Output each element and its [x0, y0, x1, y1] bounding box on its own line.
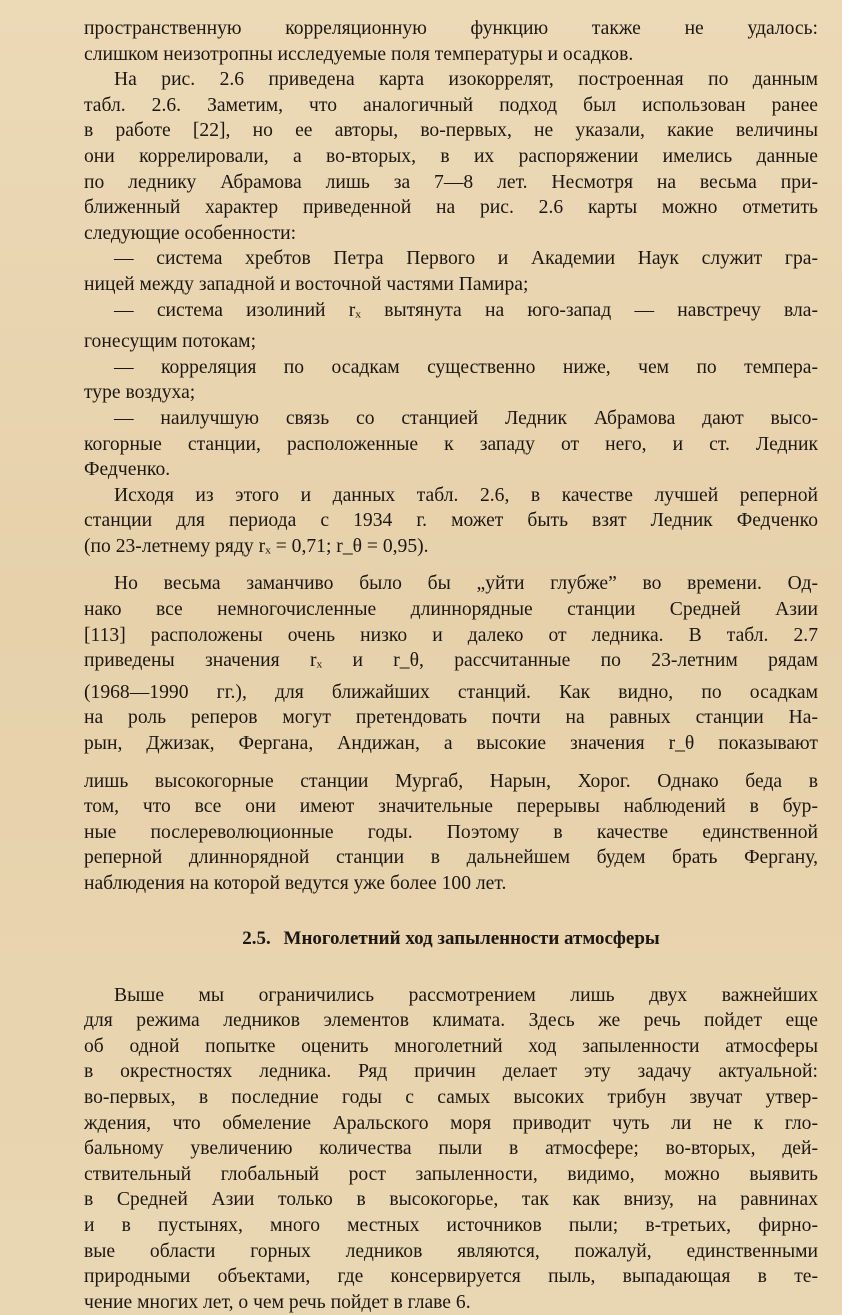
- text-line: ждения, что обмеление Аральского моря приводит чуть ли не к гло-: [84, 1112, 818, 1134]
- text-line: следующие особенности:: [84, 222, 297, 244]
- text-line: и в пустынях, много местных источников пыли; в-третьих, фирно-: [84, 1214, 818, 1236]
- text-line: чение многих лет, о чем речь пойдет в главе 6.: [84, 1291, 471, 1313]
- text-line: ные послереволюционные годы. Поэтому в качестве единственной: [84, 821, 818, 843]
- text-line: нако все немногочисленные длиннорядные станции Средней Азии: [84, 599, 818, 621]
- text-line: гонесущим потокам;: [84, 331, 257, 353]
- text-line: — корреляция по осадкам существенно ниже, чем по темпера-: [114, 356, 818, 378]
- text-line: бальному увеличению количества пыли в атмосфере; во-вторых, дей-: [84, 1138, 818, 1160]
- text-line: об одной попытке оценить многолетний ход запыленности атмосферы: [84, 1035, 818, 1057]
- text-line: — система изолиний rₓ вытянута на юго-запад — навстречу вла-: [114, 299, 818, 321]
- text-line: (по 23-летнему ряду rₓ = 0,71; r_θ = 0,95).: [84, 535, 429, 557]
- text-line: Выше мы ограничились рассмотрением лишь двух важнейших: [114, 984, 818, 1006]
- text-line: ствительный глобальный рост запыленности, видимо, можно выявить: [84, 1163, 818, 1185]
- text-line: на роль реперов могут претендовать почти на равных станции На-: [84, 707, 818, 729]
- text-line: во-первых, в последние годы с самых высоких трибун звучат утвер-: [84, 1086, 818, 1108]
- text-line: На рис. 2.6 приведена карта изокоррелят, построенная по данным: [114, 69, 818, 91]
- text-line: (1968—1990 гг.), для ближайших станций. Как видно, по осадкам: [84, 681, 818, 703]
- text-line: ницей между западной и восточной частями Памира;: [84, 273, 529, 295]
- text-line: ближенный характер приведенной на рис. 2.6 карты можно отметить: [84, 197, 818, 219]
- text-line: — система хребтов Петра Первого и Академии Наук служит гра-: [114, 248, 818, 270]
- text-line: лишь высокогорные станции Мургаб, Нарын, Хорог. Однако беда в: [84, 770, 818, 792]
- section-title: Многолетний ход запыленности атмосферы: [283, 927, 660, 949]
- text-line: — наилучшую связь со станцией Ледник Абрамова дают высо-: [114, 407, 818, 429]
- text-line: природными объектами, где консервируется пыль, выпадающая в те-: [84, 1266, 818, 1288]
- text-line: [113] расположены очень низко и далеко от ледника. В табл. 2.7: [84, 624, 818, 646]
- text-line: реперной длиннорядной станции в дальнейшем будем брать Фергану,: [84, 847, 818, 869]
- section-heading: [84, 927, 818, 951]
- text-line: туре воздуха;: [84, 382, 196, 404]
- text-line: когорные станции, расположенные к западу от него, и ст. Ледник: [84, 433, 818, 455]
- text-line: рын, Джизак, Фергана, Андижан, а высокие значения r_θ показывают: [84, 733, 818, 755]
- text-line: в работе [22], но ее авторы, во-первых, не указали, какие величины: [84, 120, 818, 142]
- section-number: 2.5.: [242, 927, 271, 949]
- text-line: по леднику Абрамова лишь за 7—8 лет. Несмотря на весьма при-: [84, 171, 818, 193]
- text-line: том, что все они имеют значительные перерывы наблюдений в бур-: [84, 796, 818, 818]
- body-text-section-2-4-end: [84, 16, 818, 897]
- text-line: они коррелировали, а во-вторых, в их распоряжении имелись данные: [84, 145, 818, 167]
- text-line: слишком неизотропны исследуемые поля температуры и осадков.: [84, 43, 634, 65]
- text-line: в Средней Азии только в высокогорье, так как внизу, на равнинах: [84, 1189, 818, 1211]
- text-line: табл. 2.6. Заметим, что аналогичный подход был использован ранее: [84, 94, 818, 116]
- text-line: в окрестностях ледника. Ряд причин делает эту задачу актуальной:: [84, 1061, 818, 1083]
- text-line: пространственную корреляционную функцию также не удалось:: [84, 18, 818, 39]
- text-line: для режима ледников элементов климата. Здесь же речь пойдет еще: [84, 1010, 818, 1032]
- text-line: Федченко.: [84, 459, 171, 481]
- text-line: вые области горных ледников являются, пожалуй, единственными: [84, 1240, 818, 1262]
- text-line: наблюдения на которой ведутся уже более 100 лет.: [84, 873, 507, 894]
- text-line: Исходя из этого и данных табл. 2.6, в качестве лучшей реперной: [114, 484, 818, 506]
- text-line: станции для периода с 1934 г. может быть взят Ледник Федченко: [84, 510, 818, 532]
- text-line: Но весьма заманчиво было бы „уйти глубже” во времени. Од-: [114, 573, 818, 595]
- body-text-section-2-5: [84, 983, 818, 1315]
- text-line: приведены значения rₓ и r_θ, рассчитанные по 23-летним рядам: [84, 650, 818, 672]
